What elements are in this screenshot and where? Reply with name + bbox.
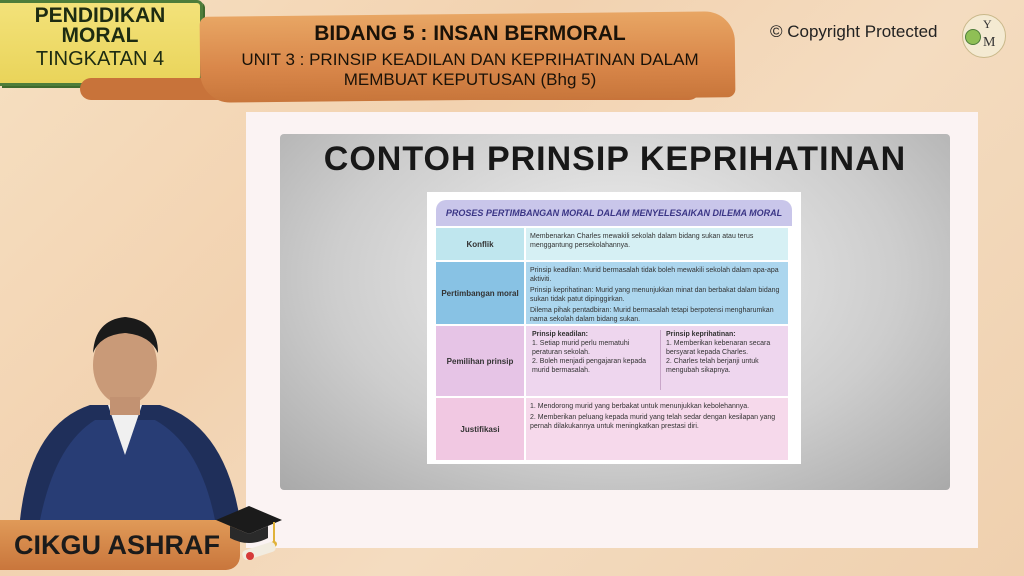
logo-letter-bottom: M [983, 35, 996, 50]
row-content [526, 326, 788, 396]
row-label: Justifikasi [436, 398, 524, 460]
row-text: Membenarkan Charles mewakili sekolah dalam bidang sukan atau terus menggantung persekolahannya. [526, 228, 788, 260]
table-row [436, 262, 792, 324]
table-heading: PROSES PERTIMBANGAN MORAL DALAM MENYELESAIKAN DILEMA MORAL [436, 200, 792, 226]
list-item: 2. Charles telah berjanji untuk mengubah sikapnya. [666, 358, 759, 374]
logo-dot-icon [965, 29, 981, 45]
column-divider [660, 330, 661, 390]
row-text: Prinsip keprihatinan: Murid yang menunjukkan minat dan berbakat dalam bidang sukan tidak patut dipinggirkan. [530, 287, 780, 303]
row-label: Pemilihan prinsip [436, 326, 524, 396]
table-row [436, 398, 792, 460]
lesson-subtitle: UNIT 3 : PRINSIP KEADILAN DAN KEPRIHATINAN DALAM MEMBUAT KEPUTUSAN (Bhg 5) [241, 50, 699, 89]
row-label: Konflik [436, 228, 524, 260]
row-text: Dilema pihak pentadbiran: Murid bermasalah tetapi berpotensi mengharumkan nama sekolah dalam bidang sukan. [530, 307, 774, 323]
list-item: 1. Setiap murid perlu mematuhi peraturan sekolah. [532, 340, 630, 356]
presenter-name: CIKGU ASHRAF [14, 530, 220, 560]
copyright-notice: © Copyright Protected [770, 22, 938, 41]
graduation-cap-icon [214, 498, 284, 568]
column-title: Prinsip keprihatinan: [666, 331, 736, 338]
list-item: 2. Boleh menjadi pengajaran kepada murid bermasalah. [532, 358, 647, 374]
list-item: 2. Memberikan peluang kepada murid yang telah sedar dengan kesilapan yang pernah dilakukannya untuk meningkatkan prestasi diri. [530, 414, 776, 430]
logo-letter-top: Y [983, 17, 992, 31]
list-item: 1. Mendorong murid yang berbakat untuk menunjukkan kebolehannya. [530, 403, 750, 410]
subject-line-3: TINGKATAN 4 [35, 48, 165, 70]
presenter-video [0, 305, 250, 520]
row-content [526, 262, 788, 324]
table-row [436, 326, 792, 396]
row-content [526, 398, 788, 460]
row-text: Prinsip keadilan: Murid bermasalah tidak boleh mewakili sekolah dalam apa-apa aktiviti. [530, 267, 779, 283]
slide-title: CONTOH PRINSIP KEPRIHATINAN [323, 140, 907, 178]
list-item: 1. Memberikan kebenaran secara bersyarat kepada Charles. [666, 340, 771, 356]
subject-line-2: MORAL [61, 24, 139, 47]
channel-logo [962, 14, 1006, 58]
column-title: Prinsip keadilan: [532, 331, 589, 338]
lesson-title: BIDANG 5 : INSAN BERMORAL [314, 22, 626, 45]
row-label: Pertimbangan moral [436, 262, 524, 324]
subject-line-1: PENDIDIKAN [34, 4, 166, 27]
table-row [436, 228, 792, 260]
principle-column-justice [532, 330, 656, 375]
moral-process-table [427, 192, 801, 464]
principle-column-care [666, 330, 790, 375]
